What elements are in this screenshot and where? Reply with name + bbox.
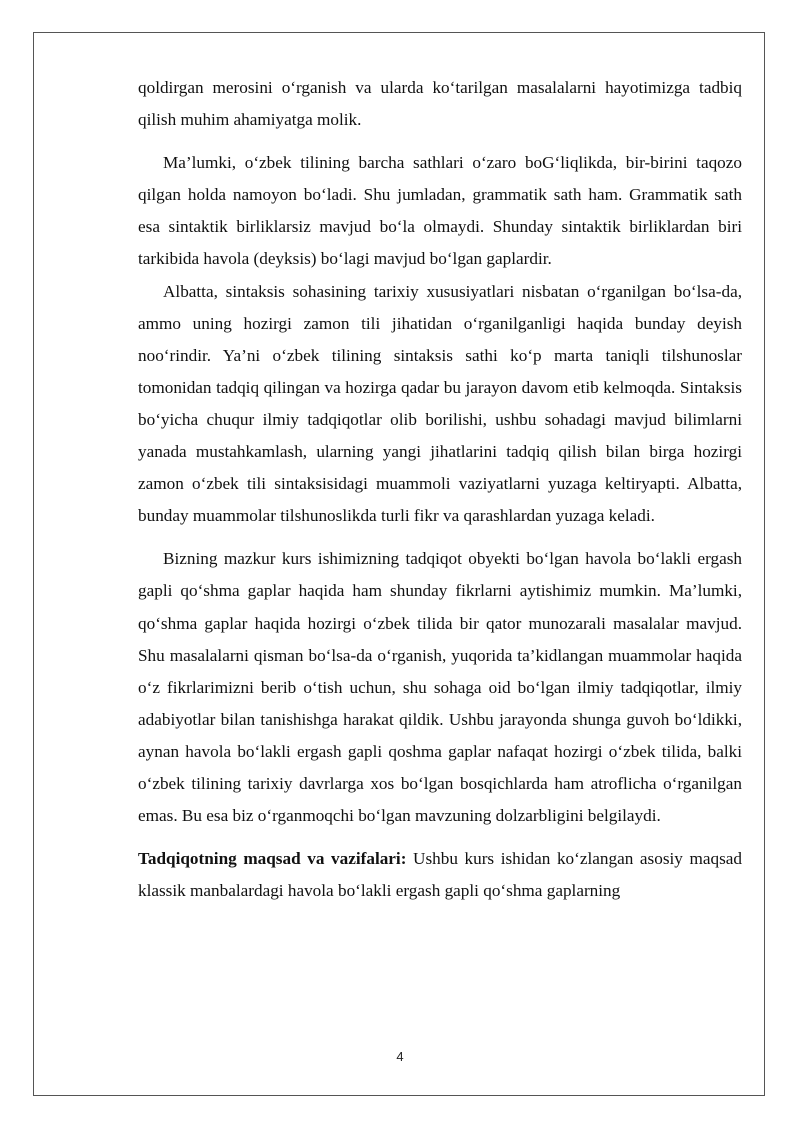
goals-heading: Tadqiqotning maqsad va vazifalari: — [138, 849, 407, 869]
paragraph-goals — [138, 843, 742, 907]
page-number: 4 — [396, 1049, 404, 1064]
paragraph-1: qoldirgan merosini o‘rganish va ularda ko‘tarilgan masalalarni hayotimizga tadbiq qilish muhim ahamiyatga molik. — [138, 78, 742, 130]
goals-text: Ushbu kurs ishidan ko‘zlangan asosiy maqsad klassik manbalardagi havola bo‘lakli ergash gapli qo‘shma gaplarning — [138, 849, 742, 901]
paragraph-3: Albatta, sintaksis sohasining tarixiy xususiyatlari nisbatan o‘rganilgan bo‘lsa-da, ammo uning hozirgi zamon tili jihatidan o‘rganilganligi haqida bunday deyish noo‘rindir. Ya’ni o‘zbek tilining sintaksis sathi ko‘p marta taniqli tilshunoslar tomonidan tadqiq qilingan va hozirga qadar bu jarayon davom etib kelmoqda. Sintaksis bo‘yicha chuqur ilmiy tadqiqotlar olib borilishi, ushbu sohadagi mavjud bilimlarni yanada mustahkamlash, ularning yangi jihatlarini tadqiq qilish bilan birga hozirgi zamon o‘zbek tili sintaksisidagi muammoli vaziyatlarni yuzaga keltiryapti. Albatta, bunday muammolar tilshunoslikda turli fikr va qarashlardan yuzaga keladi. — [138, 281, 742, 526]
paragraph-4: Bizning mazkur kurs ishimizning tadqiqot obyekti bo‘lgan havola bo‘lakli ergash gapli qo‘shma gaplar haqida ham shunday fikrlarni aytishimiz mumkin. Ma’lumki, qo‘shma gaplar haqida hozirgi o‘zbek tilida bir qator munozarali masalalar mavjud. Shu masalalarni qisman bo‘lsa-da o‘rganish, yuqorida ta’kidlangan muammolar haqida o‘z fikrlarimizni berib o‘tish uchun, shu sohaga oid bo‘lgan ilmiy tadqiqotlar, ilmiy adabiyotlar bilan tanishishga harakat qildik. Ushbu jarayonda shunga guvoh bo‘ldikki, aynan havola bo‘lakli ergash gapli qoshma gaplar nafaqat hozirgi o‘zbek tilida, balki o‘zbek tilining tarixiy davrlarga xos bo‘lgan bosqichlarda ham atroflicha o‘rganilgan emas. Bu esa biz o‘rganmoqchi bo‘lgan mavzuning dolzarbligini belgilaydi. — [138, 549, 742, 826]
document-body — [138, 72, 742, 907]
paragraph-2: Ma’lumki, o‘zbek tilining barcha sathlari o‘zaro boG‘liqlikda, bir-birini taqozo qilgan holda namoyon bo‘ladi. Shu jumladan, grammatik sath ham. Grammatik sath esa sintaktik birliklarsiz mavjud bo‘la olmaydi. Shunday sintaktik birliklardan biri tarkibida havola (deyksis) bo‘lagi mavjud bo‘lgan gaplardir. — [138, 153, 742, 269]
